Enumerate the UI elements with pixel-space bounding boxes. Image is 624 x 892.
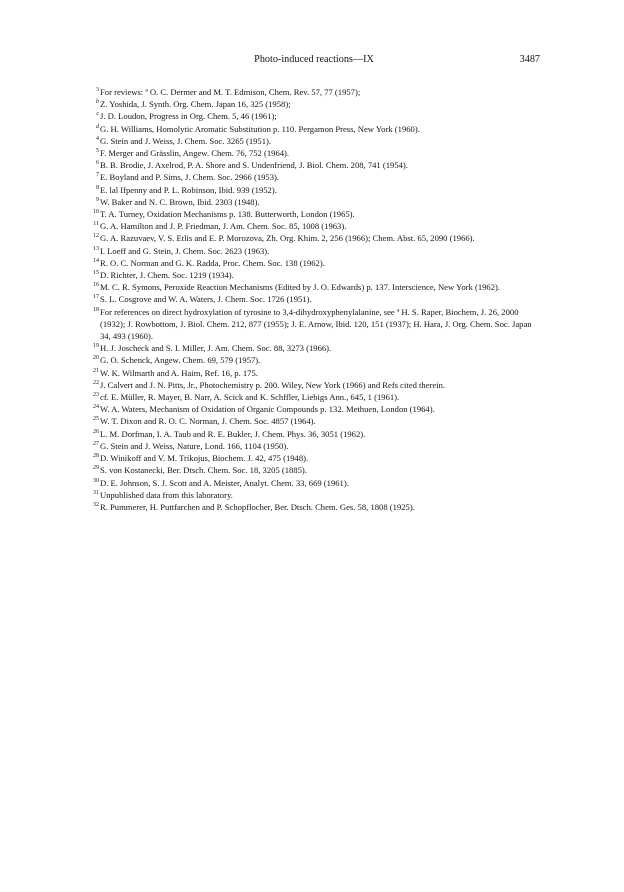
reference-item (88, 440, 540, 452)
reference-number: 29 (93, 465, 99, 472)
reference-number: 21 (93, 367, 99, 374)
reference-text: R. O. C. Norman and G. K. Radda, Proc. Chem. Soc. 138 (1962). (100, 257, 325, 268)
page-number: 3487 (519, 54, 540, 65)
reference-item (88, 184, 540, 196)
reference-number: 25 (93, 416, 99, 423)
reference-number: 4 (96, 135, 99, 142)
reference-text: H. J. Joscheck and S. I. Miller, J. Am. Chem. Soc. 88, 3273 (1966). (100, 343, 332, 354)
reference-number: 10 (93, 209, 99, 216)
reference-item (88, 245, 540, 257)
reference-text: G. A. Hamilton and J. P. Friedman, J. Am. Chem. Soc. 85, 1008 (1963). (100, 221, 347, 232)
reference-item (88, 135, 540, 147)
reference-text: J. D. Loudon, Progress in Org. Chem. 5, 46 (1961); (100, 111, 277, 122)
reference-text: J. Calvert and J. N. Pitts, Jr., Photochemistry p. 200. Wiley, New York (1966) and Refs cited therein. (100, 379, 446, 390)
reference-list (88, 86, 540, 513)
reference-text: W. Baker and N. C. Brown, Ibid. 2303 (1948). (100, 196, 260, 207)
reference-text: Unpublished data from this laboratory. (100, 489, 233, 500)
reference-number: 15 (93, 270, 99, 277)
reference-item (88, 342, 540, 354)
reference-text: D. Winikoff and V. M. Trikojus, Biochem. J. 42, 475 (1948). (100, 453, 309, 464)
reference-number: 18 (93, 306, 99, 313)
reference-item (88, 147, 540, 159)
page-header (88, 54, 540, 68)
reference-text: L. M. Dorfman, I. A. Taub and R. E. Bukler, J. Chem. Phys. 36, 3051 (1962). (100, 428, 366, 439)
reference-number: 5 (96, 148, 99, 155)
reference-number: b (96, 99, 99, 106)
reference-item (88, 196, 540, 208)
reference-text: For references on direct hydroxylation of tyrosine to 3,4-dihydroxyphenylalanine, see ª H. S. Raper, Biochem, J. 26, 2000 (1932); J. Rowbottom, J. Biol. Chem. 212, 877 (1955); J. E. Arnow, Ibid. 120, 151 (1937); H. Hara, J. Org. Chem. Soc. Japan 34, 493 (1960). (100, 306, 532, 342)
reference-item (88, 281, 540, 293)
reference-item (88, 257, 540, 269)
reference-number: 9 (96, 196, 99, 203)
reference-text: D. E. Johnson, S. J. Scott and A. Meister, Analyt. Chem. 33, 669 (1961). (100, 477, 349, 488)
reference-text: G. Stein and J. Weiss, J. Chem. Soc. 3265 (1951). (100, 135, 272, 146)
reference-text: W. K. Wilmarth and A. Haim, Ref. 16, p. 175. (100, 367, 258, 378)
reference-item (88, 501, 540, 513)
reference-item (88, 232, 540, 244)
reference-item (88, 159, 540, 171)
reference-number: 23 (93, 392, 99, 399)
reference-item (88, 415, 540, 427)
reference-number: 13 (93, 245, 99, 252)
reference-item (88, 379, 540, 391)
reference-item (88, 220, 540, 232)
reference-number: d (96, 123, 99, 130)
reference-item (88, 98, 540, 110)
reference-item (88, 110, 540, 122)
reference-number: 19 (93, 343, 99, 350)
reference-text: cf. E. Müller, R. Mayer, B. Narr, A. Scick and K. Schffler, Liebigs Ann., 645, 1 (1961). (100, 392, 400, 403)
reference-text: G. Stein and J. Weiss, Nature, Lond. 166, 1104 (1950). (100, 440, 289, 451)
reference-item (88, 293, 540, 305)
reference-text: G. O. Schenck, Angew. Chem. 69, 579 (1957). (100, 355, 261, 366)
reference-item (88, 354, 540, 366)
reference-item (88, 306, 540, 343)
reference-number: 16 (93, 282, 99, 289)
reference-item (88, 477, 540, 489)
reference-text: For reviews: ª O. C. Dermer and M. T. Edmison, Chem. Rev. 57, 77 (1957); (100, 87, 361, 97)
reference-text: E. lal Ifpenny and P. L. Robinson, Ibid. 939 (1952). (100, 184, 277, 195)
reference-item (88, 391, 540, 403)
reference-number: 6 (96, 160, 99, 167)
running-title: Photo-induced reactions—IX (254, 54, 374, 65)
reference-number: 24 (93, 404, 99, 411)
reference-item (88, 208, 540, 220)
reference-number: 27 (93, 440, 99, 447)
reference-text: F. Merger and Grässlin, Angew. Chem. 76, 752 (1964). (100, 148, 290, 159)
reference-number: 3 (96, 87, 99, 93)
reference-text: I. Loeff and G. Stein, J. Chem. Soc. 2623 (1963). (100, 245, 270, 256)
reference-text: G. H. Williams, Homolytic Aromatic Substitution p. 110. Pergamon Press, New York (1960). (100, 123, 420, 134)
reference-number: 26 (93, 428, 99, 435)
reference-number: 32 (93, 501, 99, 508)
reference-number: 11 (93, 221, 99, 228)
reference-item (88, 269, 540, 281)
reference-text: W. T. Dixon and R. O. C. Norman, J. Chem. Soc. 4857 (1964). (100, 416, 316, 427)
reference-number: 17 (93, 294, 99, 301)
reference-text: Z. Yoshida, J. Synth. Org. Chem. Japan 16, 325 (1958); (100, 99, 291, 110)
reference-item (88, 367, 540, 379)
reference-number: 28 (93, 453, 99, 460)
reference-text: W. A. Waters, Mechanism of Oxidation of Organic Compounds p. 132. Methuen, London (1964). (100, 404, 435, 415)
reference-number: 22 (93, 379, 99, 386)
reference-number: 7 (96, 172, 99, 179)
reference-item (88, 464, 540, 476)
reference-text: B. B. Brodie, J. Axelrod, P. A. Shore and S. Undenfriend, J. Biol. Chem. 208, 741 (1954). (100, 160, 408, 171)
reference-text: S. L. Cosgrove and W. A. Waters, J. Chem. Soc. 1726 (1951). (100, 294, 312, 305)
reference-text: G. A. Razuvaev, V. S. Etlis and E. P. Morozova, Zh. Org. Khim. 2, 256 (1966); Chem. Abst. 65, 2090 (1966). (100, 233, 475, 244)
reference-item (88, 86, 540, 98)
reference-number: 8 (96, 184, 99, 191)
reference-text: R. Pummerer, H. Puttfarchen and P. Schopflocher, Ber. Dtsch. Chem. Ges. 58, 1808 (1925). (100, 501, 415, 512)
reference-text: D. Richter, J. Chem. Soc. 1219 (1934). (100, 270, 234, 281)
reference-number: 20 (93, 355, 99, 362)
reference-text: T. A. Turney, Oxidation Mechanisms p. 138. Butterworth, London (1965). (100, 209, 355, 220)
reference-item (88, 403, 540, 415)
reference-text: M. C. R. Symons, Peroxide Reaction Mechanisms (Edited by J. O. Edwards) p. 137. Interscience, New York (1962). (100, 282, 501, 293)
reference-number: c (96, 111, 99, 118)
reference-item (88, 171, 540, 183)
reference-item (88, 123, 540, 135)
reference-item (88, 452, 540, 464)
reference-number: 12 (93, 233, 99, 240)
reference-text: E. Boyland and P. Sims, J. Chem. Soc. 2966 (1953). (100, 172, 280, 183)
reference-number: 30 (93, 477, 99, 484)
reference-text: S. von Kostanecki, Ber. Dtsch. Chem. Soc. 18, 3205 (1885). (100, 465, 307, 476)
reference-item (88, 428, 540, 440)
reference-number: 31 (93, 489, 99, 496)
reference-item (88, 489, 540, 501)
reference-number: 14 (93, 257, 99, 264)
